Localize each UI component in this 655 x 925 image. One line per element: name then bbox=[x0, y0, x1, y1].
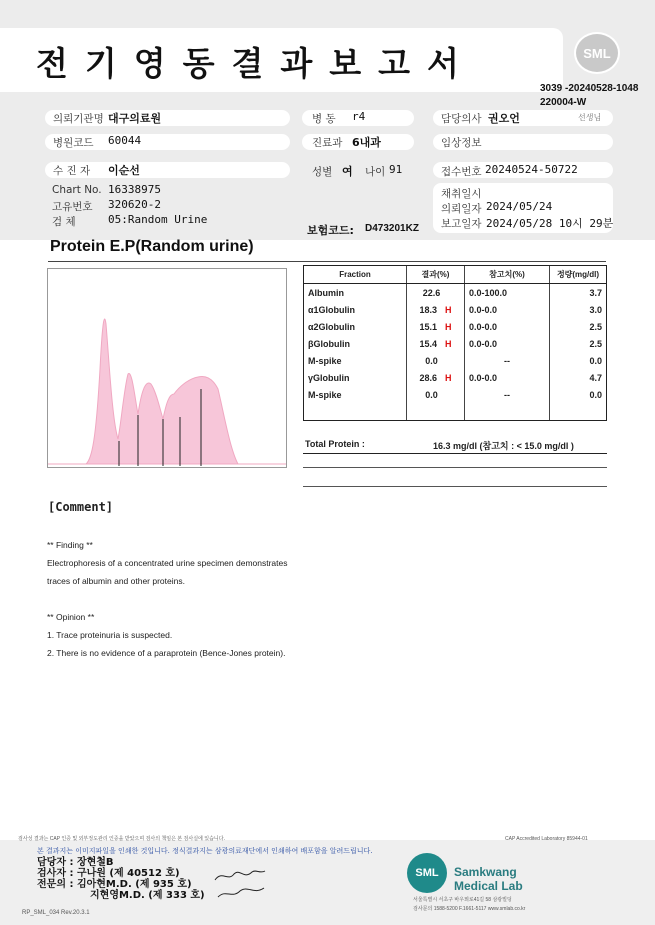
result-cell bbox=[407, 318, 465, 335]
collection-label: 채취일시 bbox=[441, 188, 482, 200]
result-value: 22.6 bbox=[422, 287, 441, 298]
specimen-label: 검 체 bbox=[52, 216, 76, 228]
reference-value: -- bbox=[465, 386, 550, 403]
quantity-value: 3.0 bbox=[550, 301, 607, 318]
form-code: RP_SML_034 Rev.20.3.1 bbox=[22, 910, 90, 916]
total-protein-value: 16.3 mg/dl (참고치 : < 15.0 mg/dl ) bbox=[433, 441, 574, 451]
curve-area bbox=[48, 319, 286, 464]
fraction-name: α2Globulin bbox=[304, 318, 407, 335]
result-value: 28.6 bbox=[419, 372, 438, 383]
receipt-label: 접수번호 bbox=[441, 166, 482, 178]
reference-value: -- bbox=[465, 352, 550, 369]
test-subtitle: Protein E.P(Random urine) bbox=[50, 238, 254, 255]
signature-image bbox=[210, 864, 270, 902]
result-cell bbox=[407, 369, 465, 386]
request-label: 의뢰일자 bbox=[441, 203, 482, 215]
electrophoresis-curve bbox=[47, 268, 287, 468]
reference-value bbox=[465, 403, 550, 421]
blank-rule-2 bbox=[303, 486, 607, 487]
finding-line-1: Electrophoresis of a concentrated urine specimen demonstrates bbox=[47, 558, 288, 568]
flag: H bbox=[445, 372, 452, 383]
table-row bbox=[304, 284, 607, 302]
department-value: 6내과 bbox=[352, 136, 381, 149]
hospital-code-value: 60044 bbox=[108, 134, 142, 147]
total-protein-rule bbox=[303, 453, 607, 454]
report-value: 2024/05/28 10시 29분 bbox=[486, 217, 614, 230]
doc-number-2: 220004-W bbox=[540, 97, 587, 108]
flag: H bbox=[445, 321, 452, 332]
fraction-name: γGlobulin bbox=[304, 369, 407, 386]
sex-value: 여 bbox=[342, 165, 353, 178]
doctor-label: 담당의사 bbox=[441, 113, 482, 125]
notice-text: 본 결과지는 이미지파일을 인쇄한 것입니다. 정식결과지는 삼광의료재단에서 인쇄하여 배포함을 알려드립니다. bbox=[37, 847, 373, 855]
lab-phone: 검사문의 1588-5200 F.1661-5117 www.smlab.co.kr bbox=[413, 906, 526, 912]
header-result: 결과(%) bbox=[407, 266, 465, 284]
table-row bbox=[304, 403, 607, 421]
request-value: 2024/05/24 bbox=[486, 200, 553, 213]
doc-number-1: 3039 -20240528-1048 bbox=[540, 83, 639, 94]
hospital-code-label: 병원코드 bbox=[53, 137, 94, 149]
table-row bbox=[304, 352, 607, 369]
result-value: 15.1 bbox=[419, 321, 438, 332]
flag: H bbox=[445, 338, 452, 349]
result-value: 18.3 bbox=[419, 304, 438, 315]
clinical-info-label: 임상정보 bbox=[441, 137, 482, 149]
chart-label: Chart No. bbox=[52, 184, 102, 196]
staff-line-2: 검사자 : 구나원 (제 40512 호) bbox=[37, 868, 180, 879]
lab-name-line-1: Samkwang bbox=[454, 865, 517, 879]
comment-heading: [Comment] bbox=[48, 500, 114, 514]
opinion-2: 2. There is no evidence of a paraprotein (Bence-Jones protein). bbox=[47, 648, 286, 658]
reference-value: 0.0-0.0 bbox=[465, 301, 550, 318]
fine-print-top: 검사성 결과는 CAP 인증 및 외부정도관리 인증을 받았으며 검사의 책임은 본 검사실에 있습니다. bbox=[18, 836, 225, 842]
quantity-value: 3.7 bbox=[550, 284, 607, 302]
lab-name-line-2: Medical Lab bbox=[454, 879, 523, 893]
unique-label: 고유번호 bbox=[52, 201, 93, 213]
result-cell bbox=[407, 301, 465, 318]
quantity-value: 0.0 bbox=[550, 352, 607, 369]
result-cell bbox=[407, 335, 465, 352]
flag: H bbox=[445, 304, 452, 315]
cap-accredited: CAP Accredited Laboratory 85944-01 bbox=[505, 836, 588, 842]
lab-logo: SML bbox=[407, 853, 447, 893]
reference-value: 0.0-100.0 bbox=[465, 284, 550, 302]
doctor-value: 권오언 bbox=[488, 112, 520, 125]
institution-label: 의뢰기관명 bbox=[53, 113, 104, 125]
header-reference: 참고치(%) bbox=[465, 266, 550, 284]
ward-value: r4 bbox=[352, 110, 366, 123]
reference-value: 0.0-0.0 bbox=[465, 318, 550, 335]
sml-logo: SML bbox=[574, 32, 620, 74]
table-row bbox=[304, 369, 607, 386]
table-header-row bbox=[304, 266, 607, 284]
reference-value: 0.0-0.0 bbox=[465, 335, 550, 352]
staff-line-3: 전문의 : 김아현M.D. (제 935 호) bbox=[37, 879, 192, 890]
fraction-table bbox=[303, 265, 607, 421]
insurance-code-value: D473201KZ bbox=[365, 223, 419, 234]
result-cell bbox=[407, 386, 465, 403]
department-label: 진료과 bbox=[312, 137, 343, 149]
report-title: 전기영동결과보고서 bbox=[36, 44, 476, 83]
fraction-name: α1Globulin bbox=[304, 301, 407, 318]
result-value: 15.4 bbox=[419, 338, 438, 349]
quantity-value: 2.5 bbox=[550, 318, 607, 335]
result-cell bbox=[407, 284, 465, 302]
result-value: 0.0 bbox=[425, 389, 438, 400]
reference-value: 0.0-0.0 bbox=[465, 369, 550, 386]
doctor-suffix: 선생님 bbox=[578, 113, 602, 122]
receipt-value: 20240524-50722 bbox=[485, 163, 578, 176]
report-label: 보고일자 bbox=[441, 218, 482, 230]
result-value: 0.0 bbox=[425, 355, 438, 366]
fraction-name: M-spike bbox=[304, 352, 407, 369]
fraction-name: M-spike bbox=[304, 386, 407, 403]
quantity-value bbox=[550, 403, 607, 421]
subtitle-rule bbox=[48, 261, 606, 262]
curve-svg bbox=[48, 269, 286, 467]
quantity-value: 0.0 bbox=[550, 386, 607, 403]
specimen-value: 05:Random Urine bbox=[108, 213, 208, 226]
header-quantity: 정량(mg/dl) bbox=[550, 266, 607, 284]
lab-address: 서울특별시 서초구 바우뫼로41길 58 삼광빌딩 bbox=[413, 897, 512, 903]
opinion-1: 1. Trace proteinuria is suspected. bbox=[47, 630, 173, 640]
insurance-code-label: 보험코드: bbox=[307, 224, 354, 237]
total-protein-label: Total Protein : bbox=[305, 439, 365, 449]
institution-value: 대구의료원 bbox=[108, 112, 162, 125]
header-fraction: Fraction bbox=[304, 266, 407, 284]
table-row bbox=[304, 386, 607, 403]
sex-label: 성별 bbox=[312, 166, 333, 178]
quantity-value: 4.7 bbox=[550, 369, 607, 386]
table-row bbox=[304, 335, 607, 352]
finding-heading: ** Finding ** bbox=[47, 540, 93, 550]
result-cell bbox=[407, 352, 465, 369]
patient-label: 수 진 자 bbox=[53, 165, 91, 177]
opinion-heading: ** Opinion ** bbox=[47, 612, 95, 622]
fraction-name bbox=[304, 403, 407, 421]
age-value: 91 bbox=[389, 163, 403, 176]
patient-value: 이순선 bbox=[108, 164, 140, 177]
table-row bbox=[304, 301, 607, 318]
table-row bbox=[304, 318, 607, 335]
ward-label: 병 동 bbox=[312, 113, 336, 125]
finding-line-2: traces of albumin and other proteins. bbox=[47, 576, 185, 586]
staff-line-1: 담당자 : 장현철B bbox=[37, 857, 114, 868]
staff-line-4: 지현영M.D. (제 333 호) bbox=[90, 890, 205, 901]
age-label: 나이 bbox=[365, 166, 386, 178]
quantity-value: 2.5 bbox=[550, 335, 607, 352]
blank-rule-1 bbox=[303, 467, 607, 468]
unique-value: 320620-2 bbox=[108, 198, 161, 211]
fraction-name: Albumin bbox=[304, 284, 407, 302]
fraction-name: βGlobulin bbox=[304, 335, 407, 352]
chart-value: 16338975 bbox=[108, 183, 161, 196]
result-cell bbox=[407, 403, 465, 421]
